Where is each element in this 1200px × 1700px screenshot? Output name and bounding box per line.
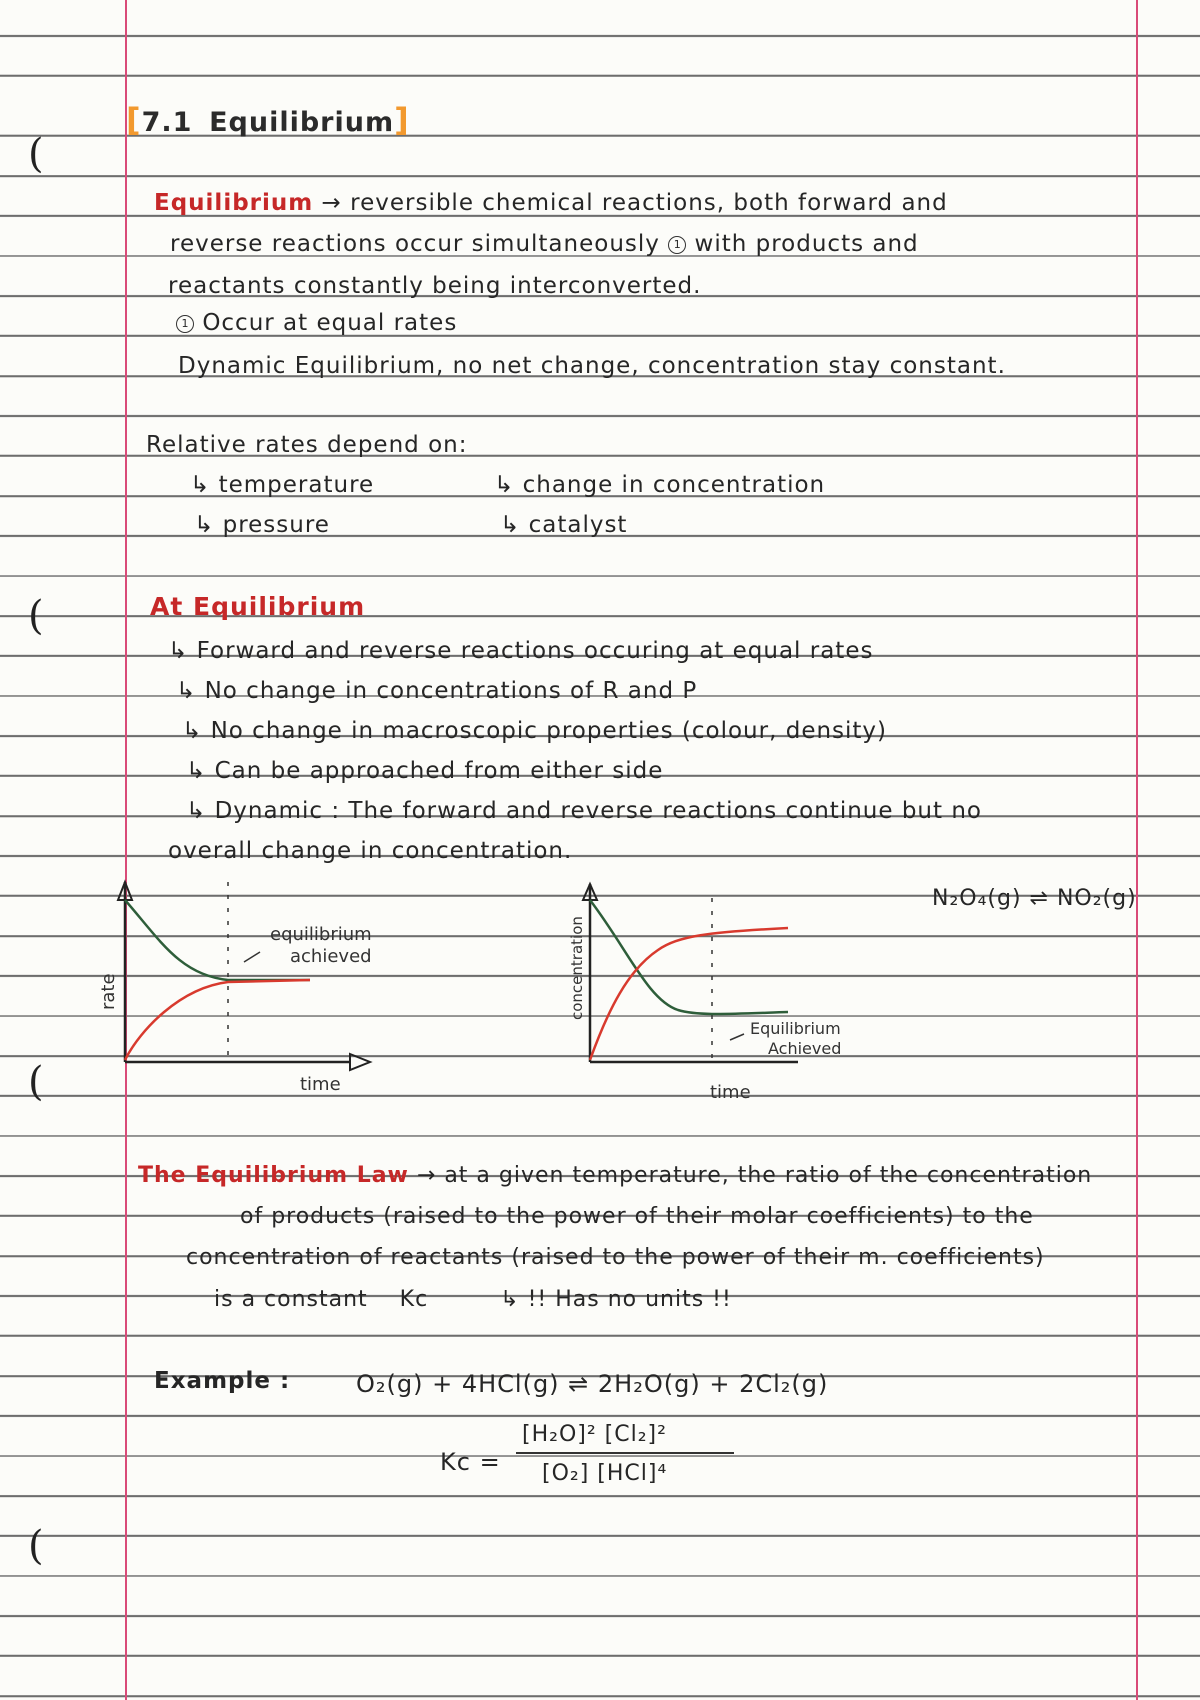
binder-hole: ( [28,1523,44,1569]
dynamic-equilibrium-line: Dynamic Equilibrium, no net change, concentration stay constant. [178,353,1006,379]
rate-y-label: rate [98,973,119,1010]
footnote-marker: 1 [176,315,194,333]
example-equation: O₂(g) + 4HCl(g) ⇌ 2H₂O(g) + 2Cl₂(g) [356,1370,829,1398]
law-line-4 [214,1289,732,1311]
definition-text: reverse reactions occur simultaneously [170,231,660,257]
law-arrow: → [416,1163,437,1188]
sub-arrow-icon: ↳ [194,512,215,538]
rates-item-text: catalyst [528,512,628,538]
law-line-2: of products (raised to the power of their molar coefficients) to the [240,1204,1034,1229]
equilibrium-point-text: No change in concentrations of R and P [204,678,698,704]
section-title: Equilibrium [209,107,395,138]
rate-annotation-line-1: equilibrium [270,924,372,945]
equilibrium-point-text: Can be approached from either side [214,758,664,784]
equilibrium-point [186,800,982,823]
sub-arrow-icon: ↳ [500,1287,520,1312]
definition-line-1 [154,192,948,215]
rates-item-text: change in concentration [522,472,826,498]
rates-item-text: pressure [222,512,330,538]
section-heading [126,101,410,139]
footnote [176,312,457,335]
sub-arrow-icon: ↳ [500,512,521,538]
definition-text: with products and [694,231,919,257]
footnote-text: Occur at equal rates [202,310,458,336]
equilibrium-point [168,640,873,663]
binder-hole: ( [28,1059,44,1105]
rates-item-text: temperature [218,472,375,498]
example-label: Example : [154,1368,291,1394]
equilibrium-continuation: overall change in concentration. [168,838,573,864]
law-line-3: concentration of reactants (raised to the power of their m. coefficients) [186,1245,1045,1270]
left-margin-line [125,0,127,1700]
sub-arrow-icon: ↳ [176,678,197,704]
definition-line-3: reactants constantly being interconverted. [168,273,702,299]
binder-hole: ( [28,593,44,639]
open-bracket: [ [126,101,142,139]
sub-arrow-icon: ↳ [494,472,515,498]
sub-arrow-icon: ↳ [168,638,189,664]
kc-denominator: [O₂] [HCl]⁴ [542,1461,668,1486]
rates-item [500,514,627,537]
right-margin-line [1136,0,1138,1700]
law-heading: The Equilibrium Law [138,1163,409,1188]
definition-arrow: → [321,190,342,216]
equilibrium-point-text: Forward and reverse reactions occuring at equal rates [196,638,874,664]
rates-item [494,474,825,497]
conc-y-label: concentration [568,916,586,1020]
annotation-arrow-icon [730,1034,744,1040]
sub-arrow-icon: ↳ [186,798,207,824]
concentration-time-graph [568,870,908,1110]
annotation-arrow-icon [244,952,260,962]
definition-text: reversible chemical reactions, both forward and [350,190,948,216]
footnote-marker: 1 [668,236,686,254]
rates-item [190,474,374,497]
conc-annotation-line-2: Achieved [768,1039,842,1058]
rates-item [194,514,330,537]
equilibrium-point [182,720,887,743]
sub-arrow-icon: ↳ [182,718,203,744]
definition-line-2 [170,233,919,256]
equilibrium-point-text: No change in macroscopic properties (colour, density) [210,718,888,744]
rate-x-label: time [300,1074,341,1095]
reverse-rate-curve [125,980,310,1060]
equilibrium-constant: Kc [399,1287,429,1312]
reaction-equation: N₂O₄(g) ⇌ NO₂(g) [932,886,1137,911]
binder-hole: ( [28,131,44,177]
product-concentration-curve [590,928,788,1060]
section-number: 7.1 [141,107,193,138]
law-text: at a given temperature, the ratio of the concentration [444,1163,1093,1188]
rate-annotation-line-2: achieved [290,946,372,967]
relative-rates-heading: Relative rates depend on: [146,432,468,458]
conc-annotation-line-1: Equilibrium [750,1019,841,1038]
kc-numerator: [H₂O]² [Cl₂]² [522,1422,667,1447]
equilibrium-point [186,760,663,783]
definition-term: Equilibrium [154,190,314,216]
fraction-bar [516,1452,734,1454]
at-equilibrium-heading: At Equilibrium [150,592,366,621]
sub-arrow-icon: ↳ [190,472,211,498]
law-note: !! Has no units !! [527,1287,732,1312]
law-text: is a constant [214,1287,368,1312]
rate-time-graph [100,870,400,1100]
reactant-concentration-curve [590,900,788,1014]
kc-label: Kc = [440,1448,501,1476]
conc-x-label: time [710,1082,751,1103]
sub-arrow-icon: ↳ [186,758,207,784]
rate-x-arrow-icon [350,1054,370,1070]
equilibrium-point [176,680,697,703]
close-bracket: ] [394,101,410,139]
law-line-1 [138,1165,1092,1187]
equilibrium-point-text: Dynamic : The forward and reverse reactions continue but no [214,798,982,824]
